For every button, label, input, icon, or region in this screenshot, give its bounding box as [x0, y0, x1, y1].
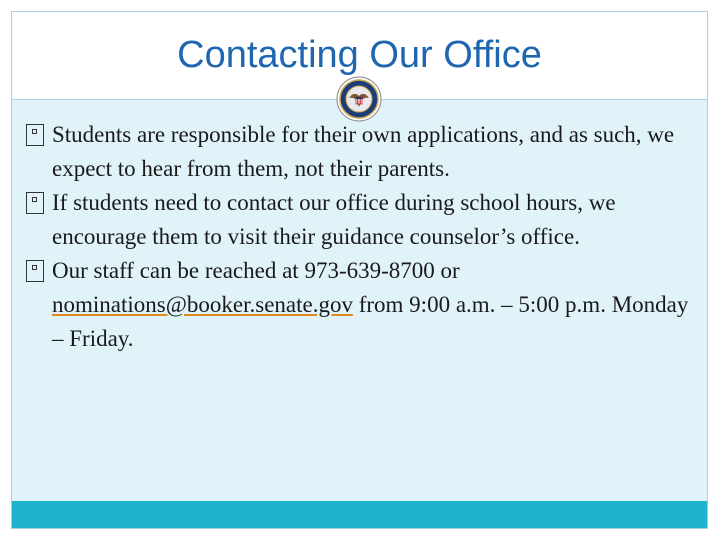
bullet-box-icon	[26, 124, 44, 146]
bullet-text-before-link: Our staff can be reached at 973-639-8700 or	[52, 258, 460, 283]
bullet-text: If students need to contact our office during school hours, we encourage them to visit their guidance counselor’s office.	[52, 190, 616, 249]
bullet-box-icon	[26, 260, 44, 282]
slide-title: Contacting Our Office	[177, 34, 542, 76]
bullet-text: Students are responsible for their own applications, and as such, we expect to hear from them, not their parents.	[52, 122, 675, 181]
bullet-box-icon	[26, 192, 44, 214]
bullet-item	[26, 254, 690, 356]
bullet-item	[26, 118, 690, 186]
bullet-text-after-link: from 9:00 a.m. – 5:00 p.m. Monday – Friday.	[52, 292, 689, 351]
email-link[interactable]: nominations@booker.senate.gov	[52, 292, 353, 317]
bullet-item	[26, 186, 690, 254]
us-senate-seal-icon	[336, 76, 382, 122]
bullet-list	[26, 118, 690, 356]
bottom-accent-bar	[12, 501, 707, 528]
